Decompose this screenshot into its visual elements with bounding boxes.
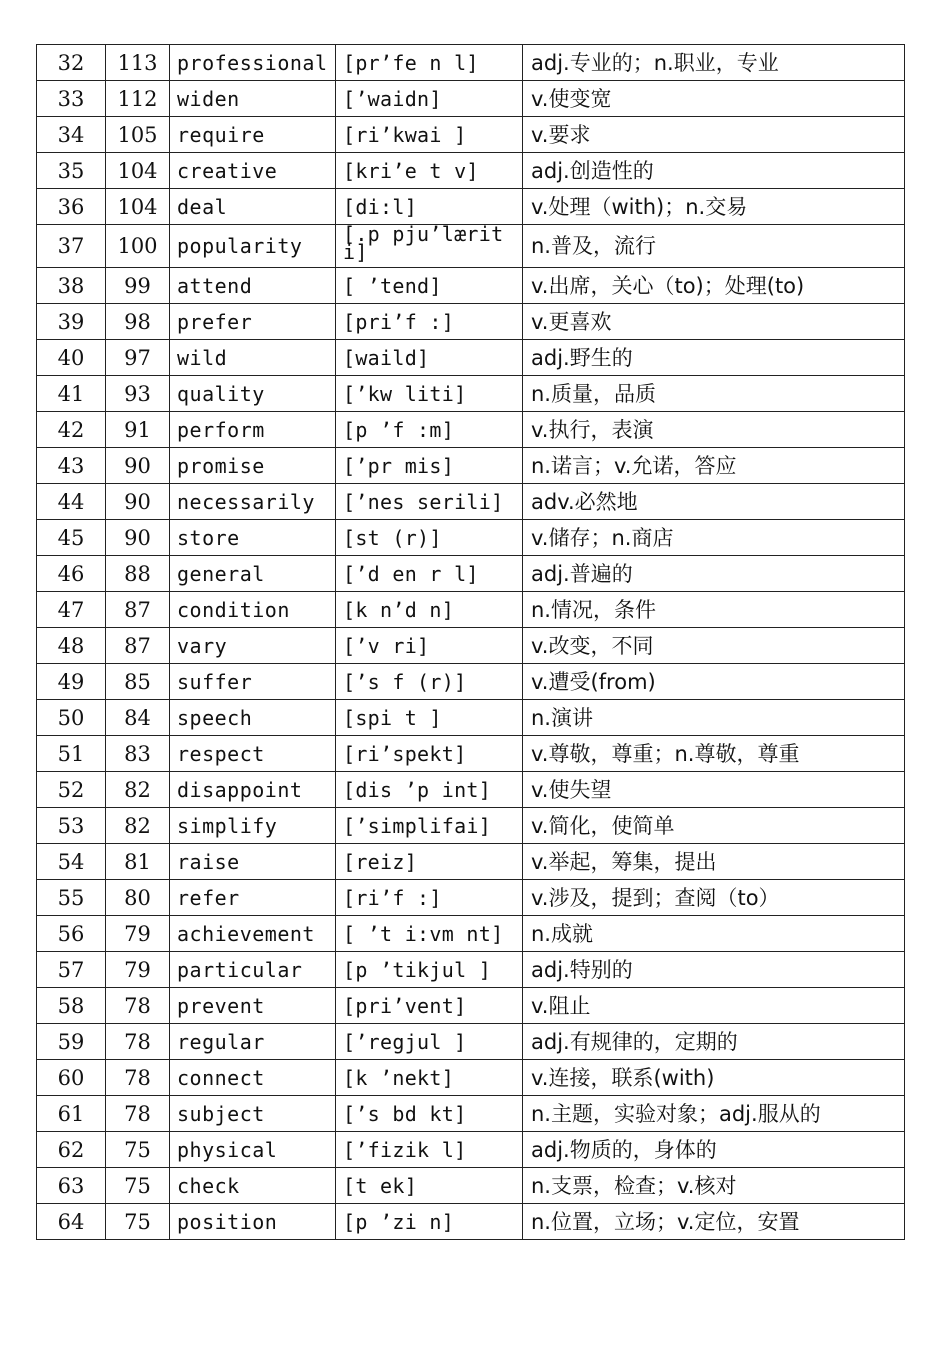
cell-word: connect: [170, 1060, 336, 1096]
table-row: [37, 556, 905, 592]
cell-word: general: [170, 556, 336, 592]
cell-pronunciation: [ʼfizik l]: [336, 1132, 523, 1168]
cell-meaning: n.主题，实验对象；adj.服从的: [523, 1096, 905, 1132]
cell-row-index: 57: [37, 952, 106, 988]
cell-row-index: 60: [37, 1060, 106, 1096]
cell-frequency: 75: [106, 1204, 170, 1240]
cell-word: respect: [170, 736, 336, 772]
cell-frequency: 79: [106, 916, 170, 952]
cell-meaning: v.储存；n.商店: [523, 520, 905, 556]
table-row: [37, 664, 905, 700]
cell-row-index: 44: [37, 484, 106, 520]
cell-word: deal: [170, 189, 336, 225]
cell-word: promise: [170, 448, 336, 484]
table-row: [37, 1132, 905, 1168]
table-row: [37, 1060, 905, 1096]
cell-meaning: adj.专业的；n.职业，专业: [523, 45, 905, 81]
cell-meaning: v.遭受(from): [523, 664, 905, 700]
cell-row-index: 59: [37, 1024, 106, 1060]
cell-meaning: v.使变宽: [523, 81, 905, 117]
cell-frequency: 93: [106, 376, 170, 412]
table-row: [37, 808, 905, 844]
table-row: [37, 1204, 905, 1240]
cell-row-index: 45: [37, 520, 106, 556]
table-row: [37, 736, 905, 772]
cell-frequency: 79: [106, 952, 170, 988]
cell-pronunciation: [riʼkwai ]: [336, 117, 523, 153]
cell-meaning: v.执行，表演: [523, 412, 905, 448]
table-row: [37, 189, 905, 225]
cell-frequency: 78: [106, 1060, 170, 1096]
cell-meaning: n.支票，检查；v.核对: [523, 1168, 905, 1204]
cell-pronunciation: [p ʼf :m]: [336, 412, 523, 448]
table-row: [37, 952, 905, 988]
cell-pronunciation: [k nʼd n]: [336, 592, 523, 628]
cell-row-index: 49: [37, 664, 106, 700]
cell-word: professional: [170, 45, 336, 81]
cell-word: position: [170, 1204, 336, 1240]
cell-word: raise: [170, 844, 336, 880]
cell-row-index: 33: [37, 81, 106, 117]
cell-meaning: v.尊敬，尊重；n.尊敬，尊重: [523, 736, 905, 772]
cell-word: require: [170, 117, 336, 153]
cell-word: check: [170, 1168, 336, 1204]
cell-word: physical: [170, 1132, 336, 1168]
cell-row-index: 64: [37, 1204, 106, 1240]
cell-frequency: 88: [106, 556, 170, 592]
cell-word: perform: [170, 412, 336, 448]
table-row: [37, 916, 905, 952]
cell-meaning: v.涉及，提到；查阅（to）: [523, 880, 905, 916]
cell-word: prefer: [170, 304, 336, 340]
cell-pronunciation: [kriʼe t v]: [336, 153, 523, 189]
cell-pronunciation: [ʼd en r l]: [336, 556, 523, 592]
table-row: [37, 592, 905, 628]
table-row: [37, 700, 905, 736]
cell-frequency: 78: [106, 1024, 170, 1060]
cell-frequency: 78: [106, 1096, 170, 1132]
cell-word: refer: [170, 880, 336, 916]
cell-row-index: 32: [37, 45, 106, 81]
cell-word: subject: [170, 1096, 336, 1132]
cell-frequency: 90: [106, 520, 170, 556]
table-row: [37, 484, 905, 520]
table-row: [37, 81, 905, 117]
cell-frequency: 98: [106, 304, 170, 340]
cell-frequency: 91: [106, 412, 170, 448]
cell-row-index: 46: [37, 556, 106, 592]
table-row: [37, 376, 905, 412]
cell-row-index: 39: [37, 304, 106, 340]
cell-frequency: 112: [106, 81, 170, 117]
cell-pronunciation: [priʼvent]: [336, 988, 523, 1024]
cell-meaning: adj.物质的，身体的: [523, 1132, 905, 1168]
cell-pronunciation: [ʼsimplifai]: [336, 808, 523, 844]
cell-pronunciation: [.p pjuʼlærit i]: [336, 225, 523, 268]
table-row: [37, 448, 905, 484]
table-row: [37, 844, 905, 880]
cell-frequency: 82: [106, 808, 170, 844]
cell-word: achievement: [170, 916, 336, 952]
cell-frequency: 104: [106, 189, 170, 225]
cell-frequency: 99: [106, 268, 170, 304]
cell-meaning: adv.必然地: [523, 484, 905, 520]
cell-frequency: 83: [106, 736, 170, 772]
cell-frequency: 104: [106, 153, 170, 189]
cell-row-index: 54: [37, 844, 106, 880]
cell-row-index: 47: [37, 592, 106, 628]
cell-frequency: 105: [106, 117, 170, 153]
cell-row-index: 50: [37, 700, 106, 736]
cell-frequency: 87: [106, 628, 170, 664]
cell-row-index: 53: [37, 808, 106, 844]
cell-meaning: n.情况，条件: [523, 592, 905, 628]
cell-meaning: v.连接，联系(with): [523, 1060, 905, 1096]
cell-pronunciation: [p ʼtikjul ]: [336, 952, 523, 988]
table-row: [37, 304, 905, 340]
cell-pronunciation: [p ʼzi n]: [336, 1204, 523, 1240]
cell-row-index: 43: [37, 448, 106, 484]
table-row: [37, 1096, 905, 1132]
table-row: [37, 117, 905, 153]
cell-meaning: n.成就: [523, 916, 905, 952]
cell-word: creative: [170, 153, 336, 189]
cell-frequency: 97: [106, 340, 170, 376]
cell-pronunciation: [k ʼnekt]: [336, 1060, 523, 1096]
cell-word: speech: [170, 700, 336, 736]
cell-meaning: n.质量，品质: [523, 376, 905, 412]
cell-pronunciation: [ʼpr mis]: [336, 448, 523, 484]
table-row: [37, 225, 905, 268]
cell-meaning: v.要求: [523, 117, 905, 153]
cell-word: popularity: [170, 225, 336, 268]
cell-pronunciation: [waild]: [336, 340, 523, 376]
cell-frequency: 90: [106, 484, 170, 520]
cell-row-index: 41: [37, 376, 106, 412]
cell-pronunciation: [spi t ]: [336, 700, 523, 736]
cell-pronunciation: [priʼf :]: [336, 304, 523, 340]
table-row: [37, 268, 905, 304]
cell-pronunciation: [ʼkw liti]: [336, 376, 523, 412]
cell-pronunciation: [riʼspekt]: [336, 736, 523, 772]
cell-word: suffer: [170, 664, 336, 700]
cell-pronunciation: [dis ʼp int]: [336, 772, 523, 808]
cell-word: particular: [170, 952, 336, 988]
cell-meaning: adj.野生的: [523, 340, 905, 376]
cell-row-index: 37: [37, 225, 106, 268]
cell-word: store: [170, 520, 336, 556]
cell-pronunciation: [ ʼtend]: [336, 268, 523, 304]
cell-pronunciation: [t ek]: [336, 1168, 523, 1204]
cell-word: attend: [170, 268, 336, 304]
cell-row-index: 48: [37, 628, 106, 664]
vocabulary-table-body: [37, 45, 905, 1240]
table-row: [37, 772, 905, 808]
cell-meaning: adj.创造性的: [523, 153, 905, 189]
cell-pronunciation: [st (r)]: [336, 520, 523, 556]
cell-meaning: v.改变，不同: [523, 628, 905, 664]
cell-meaning: adj.普遍的: [523, 556, 905, 592]
cell-word: regular: [170, 1024, 336, 1060]
cell-word: widen: [170, 81, 336, 117]
cell-frequency: 85: [106, 664, 170, 700]
cell-meaning: v.简化，使简单: [523, 808, 905, 844]
cell-frequency: 75: [106, 1132, 170, 1168]
cell-row-index: 62: [37, 1132, 106, 1168]
cell-meaning: n.普及，流行: [523, 225, 905, 268]
vocabulary-table: [36, 44, 905, 1240]
cell-row-index: 63: [37, 1168, 106, 1204]
cell-pronunciation: [ʼs bd kt]: [336, 1096, 523, 1132]
cell-frequency: 80: [106, 880, 170, 916]
cell-row-index: 40: [37, 340, 106, 376]
table-row: [37, 153, 905, 189]
cell-pronunciation: [prʼfe n l]: [336, 45, 523, 81]
cell-word: condition: [170, 592, 336, 628]
table-row: [37, 1024, 905, 1060]
cell-meaning: v.举起，筹集，提出: [523, 844, 905, 880]
cell-frequency: 82: [106, 772, 170, 808]
cell-word: prevent: [170, 988, 336, 1024]
cell-word: vary: [170, 628, 336, 664]
cell-row-index: 56: [37, 916, 106, 952]
table-row: [37, 880, 905, 916]
cell-meaning: v.处理（with)；n.交易: [523, 189, 905, 225]
cell-word: quality: [170, 376, 336, 412]
cell-meaning: adj.特别的: [523, 952, 905, 988]
cell-row-index: 51: [37, 736, 106, 772]
table-row: [37, 628, 905, 664]
table-row: [37, 412, 905, 448]
cell-pronunciation: [ʼwaidn]: [336, 81, 523, 117]
table-row: [37, 340, 905, 376]
cell-row-index: 61: [37, 1096, 106, 1132]
cell-frequency: 87: [106, 592, 170, 628]
cell-pronunciation: [riʼf :]: [336, 880, 523, 916]
table-row: [37, 45, 905, 81]
cell-row-index: 58: [37, 988, 106, 1024]
cell-row-index: 42: [37, 412, 106, 448]
cell-meaning: v.使失望: [523, 772, 905, 808]
table-row: [37, 520, 905, 556]
cell-frequency: 100: [106, 225, 170, 268]
cell-frequency: 81: [106, 844, 170, 880]
cell-meaning: n.位置，立场；v.定位，安置: [523, 1204, 905, 1240]
cell-pronunciation: [ʼs f (r)]: [336, 664, 523, 700]
cell-frequency: 78: [106, 988, 170, 1024]
cell-row-index: 36: [37, 189, 106, 225]
cell-pronunciation: [ʼnes serili]: [336, 484, 523, 520]
cell-frequency: 75: [106, 1168, 170, 1204]
cell-pronunciation: [ʼregjul ]: [336, 1024, 523, 1060]
cell-meaning: v.出席，关心（to)；处理(to): [523, 268, 905, 304]
cell-pronunciation: [di:l]: [336, 189, 523, 225]
cell-meaning: v.阻止: [523, 988, 905, 1024]
cell-frequency: 84: [106, 700, 170, 736]
cell-meaning: n.诺言；v.允诺，答应: [523, 448, 905, 484]
cell-word: simplify: [170, 808, 336, 844]
cell-pronunciation: [reiz]: [336, 844, 523, 880]
table-row: [37, 1168, 905, 1204]
cell-row-index: 52: [37, 772, 106, 808]
cell-row-index: 55: [37, 880, 106, 916]
cell-row-index: 38: [37, 268, 106, 304]
cell-pronunciation: [ʼv ri]: [336, 628, 523, 664]
cell-frequency: 113: [106, 45, 170, 81]
cell-row-index: 35: [37, 153, 106, 189]
cell-row-index: 34: [37, 117, 106, 153]
cell-meaning: n.演讲: [523, 700, 905, 736]
cell-word: disappoint: [170, 772, 336, 808]
cell-meaning: adj.有规律的，定期的: [523, 1024, 905, 1060]
cell-word: necessarily: [170, 484, 336, 520]
cell-pronunciation: [ ʼt i:vm nt]: [336, 916, 523, 952]
cell-word: wild: [170, 340, 336, 376]
cell-meaning: v.更喜欢: [523, 304, 905, 340]
table-row: [37, 988, 905, 1024]
cell-frequency: 90: [106, 448, 170, 484]
